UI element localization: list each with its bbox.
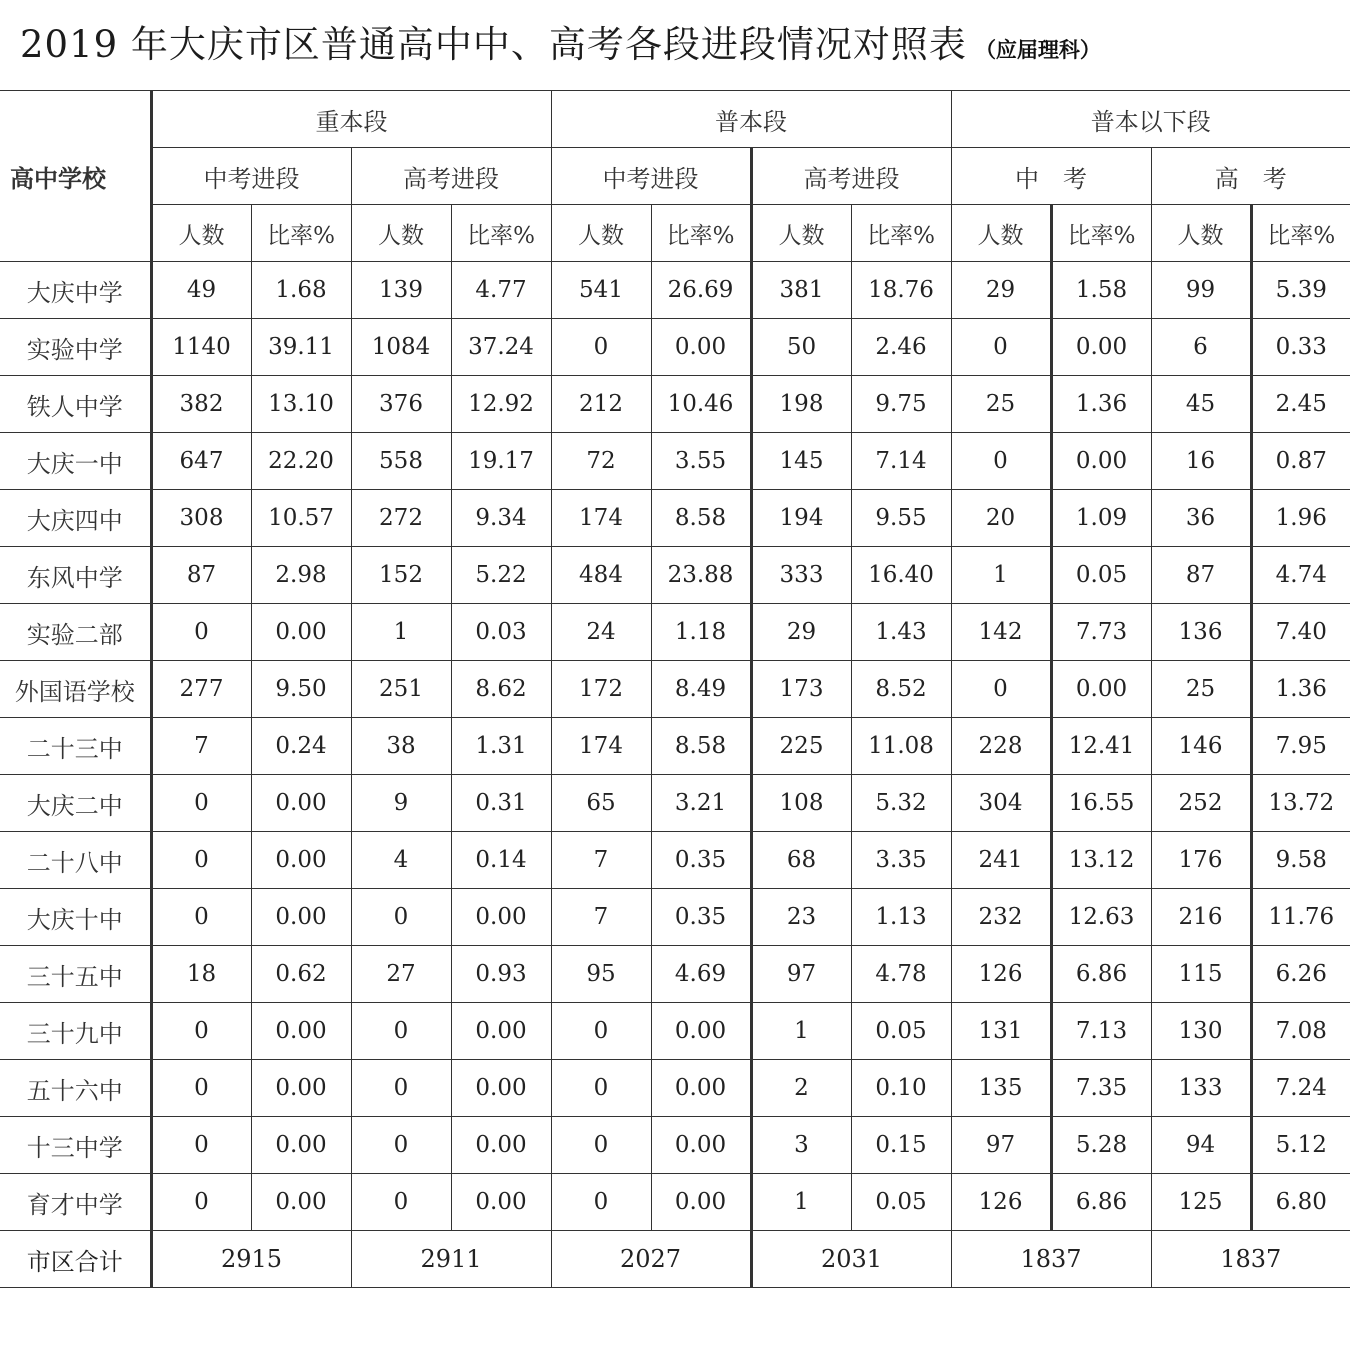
count-cell: 541 <box>551 262 651 319</box>
count-cell: 0 <box>551 1003 651 1060</box>
rate-cell: 1.18 <box>651 604 751 661</box>
rate-cell: 0.00 <box>451 1060 551 1117</box>
rate-cell: 4.78 <box>851 946 951 1003</box>
rate-cell: 0.93 <box>451 946 551 1003</box>
school-name: 二十八中 <box>0 832 151 889</box>
count-cell: 27 <box>351 946 451 1003</box>
school-name: 大庆二中 <box>0 775 151 832</box>
rate-cell: 1.36 <box>1051 376 1151 433</box>
count-cell: 0 <box>151 775 251 832</box>
rate-cell: 0.00 <box>451 889 551 946</box>
count-cell: 126 <box>951 1174 1051 1231</box>
school-name: 大庆十中 <box>0 889 151 946</box>
count-cell: 304 <box>951 775 1051 832</box>
subgroup-header: 高考进段 <box>751 148 951 205</box>
count-cell: 0 <box>951 661 1051 718</box>
count-cell: 0 <box>551 1174 651 1231</box>
table-row <box>0 490 1350 547</box>
count-cell: 126 <box>951 946 1051 1003</box>
column-header: 比率% <box>1251 205 1350 262</box>
column-header: 人数 <box>151 205 251 262</box>
count-cell: 0 <box>351 889 451 946</box>
count-cell: 145 <box>751 433 851 490</box>
rate-cell: 7.95 <box>1251 718 1350 775</box>
count-cell: 241 <box>951 832 1051 889</box>
count-cell: 484 <box>551 547 651 604</box>
rate-cell: 1.68 <box>251 262 351 319</box>
count-cell: 198 <box>751 376 851 433</box>
rate-cell: 0.05 <box>851 1174 951 1231</box>
rate-cell: 0.00 <box>251 775 351 832</box>
count-cell: 4 <box>351 832 451 889</box>
rate-cell: 0.33 <box>1251 319 1350 376</box>
count-cell: 108 <box>751 775 851 832</box>
count-cell: 0 <box>551 319 651 376</box>
page-title <box>20 14 1101 64</box>
count-cell: 9 <box>351 775 451 832</box>
total-row <box>0 1231 1350 1288</box>
table-row <box>0 718 1350 775</box>
group-header: 重本段 <box>151 91 551 148</box>
count-cell: 0 <box>151 1060 251 1117</box>
rate-cell: 6.26 <box>1251 946 1350 1003</box>
rate-cell: 0.24 <box>251 718 351 775</box>
count-cell: 45 <box>1151 376 1251 433</box>
count-cell: 232 <box>951 889 1051 946</box>
count-cell: 7 <box>551 832 651 889</box>
rate-cell: 2.98 <box>251 547 351 604</box>
column-header: 比率% <box>651 205 751 262</box>
count-cell: 0 <box>551 1060 651 1117</box>
column-header: 比率% <box>251 205 351 262</box>
total-value: 1837 <box>1151 1231 1350 1288</box>
subgroup-header: 中 考 <box>951 148 1151 205</box>
school-name: 大庆四中 <box>0 490 151 547</box>
rate-cell: 10.57 <box>251 490 351 547</box>
count-cell: 1 <box>951 547 1051 604</box>
count-cell: 29 <box>951 262 1051 319</box>
column-header: 人数 <box>551 205 651 262</box>
rate-cell: 22.20 <box>251 433 351 490</box>
count-cell: 20 <box>951 490 1051 547</box>
count-cell: 95 <box>551 946 651 1003</box>
rate-cell: 0.00 <box>1051 433 1151 490</box>
rate-cell: 7.73 <box>1051 604 1151 661</box>
count-cell: 25 <box>951 376 1051 433</box>
rate-cell: 12.92 <box>451 376 551 433</box>
table-row <box>0 547 1350 604</box>
rate-cell: 2.46 <box>851 319 951 376</box>
rate-cell: 0.15 <box>851 1117 951 1174</box>
count-cell: 131 <box>951 1003 1051 1060</box>
rate-cell: 0.00 <box>251 889 351 946</box>
rate-cell: 8.49 <box>651 661 751 718</box>
rate-cell: 0.00 <box>451 1003 551 1060</box>
rate-cell: 7.24 <box>1251 1060 1350 1117</box>
school-name: 实验中学 <box>0 319 151 376</box>
table-row <box>0 661 1350 718</box>
count-cell: 2 <box>751 1060 851 1117</box>
count-cell: 16 <box>1151 433 1251 490</box>
count-cell: 7 <box>151 718 251 775</box>
rate-cell: 1.96 <box>1251 490 1350 547</box>
count-cell: 135 <box>951 1060 1051 1117</box>
group-header: 普本以下段 <box>951 91 1350 148</box>
rate-cell: 16.40 <box>851 547 951 604</box>
count-cell: 1 <box>751 1003 851 1060</box>
column-header: 人数 <box>351 205 451 262</box>
rate-cell: 8.62 <box>451 661 551 718</box>
rate-cell: 0.00 <box>651 1174 751 1231</box>
count-cell: 0 <box>551 1117 651 1174</box>
count-cell: 36 <box>1151 490 1251 547</box>
total-value: 2911 <box>351 1231 551 1288</box>
rate-cell: 0.05 <box>851 1003 951 1060</box>
table-row <box>0 946 1350 1003</box>
school-name: 二十三中 <box>0 718 151 775</box>
count-cell: 0 <box>151 832 251 889</box>
rate-cell: 13.72 <box>1251 775 1350 832</box>
rate-cell: 11.76 <box>1251 889 1350 946</box>
rate-cell: 0.00 <box>1051 319 1151 376</box>
subgroup-header: 高考进段 <box>351 148 551 205</box>
rate-cell: 1.43 <box>851 604 951 661</box>
rate-cell: 6.80 <box>1251 1174 1350 1231</box>
rate-cell: 1.36 <box>1251 661 1350 718</box>
rate-cell: 8.52 <box>851 661 951 718</box>
school-name: 铁人中学 <box>0 376 151 433</box>
table-row <box>0 262 1350 319</box>
count-cell: 212 <box>551 376 651 433</box>
count-cell: 1084 <box>351 319 451 376</box>
rate-cell: 16.55 <box>1051 775 1151 832</box>
rate-cell: 0.00 <box>251 604 351 661</box>
total-value: 2915 <box>151 1231 351 1288</box>
rate-cell: 0.10 <box>851 1060 951 1117</box>
count-cell: 176 <box>1151 832 1251 889</box>
rate-cell: 19.17 <box>451 433 551 490</box>
school-name: 三十九中 <box>0 1003 151 1060</box>
rate-cell: 2.45 <box>1251 376 1350 433</box>
count-cell: 146 <box>1151 718 1251 775</box>
title-note: （应届理科） <box>974 38 1101 62</box>
rate-cell: 37.24 <box>451 319 551 376</box>
rate-cell: 5.12 <box>1251 1117 1350 1174</box>
table-row <box>0 832 1350 889</box>
count-cell: 97 <box>951 1117 1051 1174</box>
rate-cell: 23.88 <box>651 547 751 604</box>
count-cell: 0 <box>351 1174 451 1231</box>
school-name: 实验二部 <box>0 604 151 661</box>
count-cell: 172 <box>551 661 651 718</box>
rate-cell: 5.39 <box>1251 262 1350 319</box>
count-cell: 174 <box>551 490 651 547</box>
count-cell: 7 <box>551 889 651 946</box>
rate-cell: 0.35 <box>651 889 751 946</box>
count-cell: 115 <box>1151 946 1251 1003</box>
count-cell: 3 <box>751 1117 851 1174</box>
rate-cell: 39.11 <box>251 319 351 376</box>
rate-cell: 1.13 <box>851 889 951 946</box>
rate-cell: 0.14 <box>451 832 551 889</box>
column-header: 比率% <box>1051 205 1151 262</box>
rate-cell: 12.63 <box>1051 889 1151 946</box>
rate-cell: 0.00 <box>251 1174 351 1231</box>
total-label: 市区合计 <box>0 1231 151 1288</box>
table-row <box>0 433 1350 490</box>
column-header: 人数 <box>1151 205 1251 262</box>
rate-cell: 0.00 <box>251 1117 351 1174</box>
table-row <box>0 1003 1350 1060</box>
table-row <box>0 889 1350 946</box>
rate-cell: 0.00 <box>451 1174 551 1231</box>
rate-cell: 7.40 <box>1251 604 1350 661</box>
count-cell: 0 <box>351 1117 451 1174</box>
rate-cell: 0.03 <box>451 604 551 661</box>
table-row <box>0 1174 1350 1231</box>
count-cell: 228 <box>951 718 1051 775</box>
header-row-groups <box>0 91 1350 148</box>
rate-cell: 0.05 <box>1051 547 1151 604</box>
count-cell: 194 <box>751 490 851 547</box>
count-cell: 87 <box>151 547 251 604</box>
count-cell: 225 <box>751 718 851 775</box>
rate-cell: 0.35 <box>651 832 751 889</box>
count-cell: 647 <box>151 433 251 490</box>
rate-cell: 3.21 <box>651 775 751 832</box>
count-cell: 251 <box>351 661 451 718</box>
count-cell: 50 <box>751 319 851 376</box>
rate-cell: 8.58 <box>651 490 751 547</box>
rate-cell: 7.14 <box>851 433 951 490</box>
rate-cell: 10.46 <box>651 376 751 433</box>
table-row <box>0 604 1350 661</box>
count-cell: 25 <box>1151 661 1251 718</box>
rate-cell: 1.09 <box>1051 490 1151 547</box>
table-row <box>0 376 1350 433</box>
count-cell: 277 <box>151 661 251 718</box>
table-row <box>0 1117 1350 1174</box>
column-header: 比率% <box>851 205 951 262</box>
rate-cell: 0.00 <box>651 1060 751 1117</box>
rate-cell: 5.28 <box>1051 1117 1151 1174</box>
count-cell: 382 <box>151 376 251 433</box>
title-main: 2019 年大庆市区普通高中中、高考各段进段情况对照表 <box>20 23 967 66</box>
comparison-table <box>0 90 1350 1288</box>
rate-cell: 0.31 <box>451 775 551 832</box>
table-row <box>0 319 1350 376</box>
count-cell: 49 <box>151 262 251 319</box>
count-cell: 1140 <box>151 319 251 376</box>
school-name: 大庆一中 <box>0 433 151 490</box>
header-row-columns <box>0 205 1350 262</box>
subgroup-header: 中考进段 <box>551 148 751 205</box>
rate-cell: 0.87 <box>1251 433 1350 490</box>
total-value: 2031 <box>751 1231 951 1288</box>
rate-cell: 3.55 <box>651 433 751 490</box>
corner-label: 高中学校 <box>0 91 151 262</box>
count-cell: 99 <box>1151 262 1251 319</box>
group-header: 普本段 <box>551 91 951 148</box>
school-name: 三十五中 <box>0 946 151 1003</box>
rate-cell: 7.08 <box>1251 1003 1350 1060</box>
subgroup-header: 中考进段 <box>151 148 351 205</box>
count-cell: 24 <box>551 604 651 661</box>
column-header: 比率% <box>451 205 551 262</box>
count-cell: 252 <box>1151 775 1251 832</box>
count-cell: 38 <box>351 718 451 775</box>
rate-cell: 26.69 <box>651 262 751 319</box>
count-cell: 142 <box>951 604 1051 661</box>
count-cell: 381 <box>751 262 851 319</box>
count-cell: 333 <box>751 547 851 604</box>
rate-cell: 7.35 <box>1051 1060 1151 1117</box>
subgroup-header: 高 考 <box>1151 148 1350 205</box>
rate-cell: 6.86 <box>1051 946 1151 1003</box>
rate-cell: 9.55 <box>851 490 951 547</box>
count-cell: 1 <box>351 604 451 661</box>
rate-cell: 6.86 <box>1051 1174 1151 1231</box>
count-cell: 0 <box>151 604 251 661</box>
count-cell: 29 <box>751 604 851 661</box>
rate-cell: 9.75 <box>851 376 951 433</box>
count-cell: 1 <box>751 1174 851 1231</box>
count-cell: 65 <box>551 775 651 832</box>
rate-cell: 4.77 <box>451 262 551 319</box>
school-name: 大庆中学 <box>0 262 151 319</box>
rate-cell: 13.12 <box>1051 832 1151 889</box>
count-cell: 136 <box>1151 604 1251 661</box>
rate-cell: 0.00 <box>1051 661 1151 718</box>
total-value: 2027 <box>551 1231 751 1288</box>
rate-cell: 13.10 <box>251 376 351 433</box>
rate-cell: 18.76 <box>851 262 951 319</box>
rate-cell: 4.74 <box>1251 547 1350 604</box>
count-cell: 0 <box>151 1003 251 1060</box>
count-cell: 0 <box>151 889 251 946</box>
column-header: 人数 <box>951 205 1051 262</box>
count-cell: 0 <box>951 319 1051 376</box>
rate-cell: 0.00 <box>251 832 351 889</box>
total-value: 1837 <box>951 1231 1151 1288</box>
count-cell: 87 <box>1151 547 1251 604</box>
school-name: 育才中学 <box>0 1174 151 1231</box>
count-cell: 376 <box>351 376 451 433</box>
count-cell: 72 <box>551 433 651 490</box>
school-name: 东风中学 <box>0 547 151 604</box>
count-cell: 174 <box>551 718 651 775</box>
count-cell: 125 <box>1151 1174 1251 1231</box>
rate-cell: 11.08 <box>851 718 951 775</box>
count-cell: 0 <box>151 1117 251 1174</box>
rate-cell: 0.00 <box>651 1003 751 1060</box>
count-cell: 0 <box>351 1060 451 1117</box>
table-row <box>0 775 1350 832</box>
rate-cell: 5.22 <box>451 547 551 604</box>
count-cell: 0 <box>151 1174 251 1231</box>
count-cell: 6 <box>1151 319 1251 376</box>
count-cell: 308 <box>151 490 251 547</box>
rate-cell: 1.58 <box>1051 262 1151 319</box>
rate-cell: 3.35 <box>851 832 951 889</box>
count-cell: 216 <box>1151 889 1251 946</box>
count-cell: 94 <box>1151 1117 1251 1174</box>
count-cell: 0 <box>351 1003 451 1060</box>
rate-cell: 12.41 <box>1051 718 1151 775</box>
count-cell: 18 <box>151 946 251 1003</box>
rate-cell: 0.00 <box>651 1117 751 1174</box>
count-cell: 130 <box>1151 1003 1251 1060</box>
school-name: 外国语学校 <box>0 661 151 718</box>
table-row <box>0 1060 1350 1117</box>
rate-cell: 7.13 <box>1051 1003 1151 1060</box>
count-cell: 272 <box>351 490 451 547</box>
count-cell: 97 <box>751 946 851 1003</box>
rate-cell: 8.58 <box>651 718 751 775</box>
count-cell: 173 <box>751 661 851 718</box>
count-cell: 23 <box>751 889 851 946</box>
rate-cell: 0.00 <box>451 1117 551 1174</box>
header-row-subgroups <box>0 148 1350 205</box>
rate-cell: 4.69 <box>651 946 751 1003</box>
rate-cell: 9.34 <box>451 490 551 547</box>
rate-cell: 0.00 <box>651 319 751 376</box>
rate-cell: 9.58 <box>1251 832 1350 889</box>
school-name: 五十六中 <box>0 1060 151 1117</box>
rate-cell: 0.00 <box>251 1003 351 1060</box>
rate-cell: 0.62 <box>251 946 351 1003</box>
rate-cell: 1.31 <box>451 718 551 775</box>
school-name: 十三中学 <box>0 1117 151 1174</box>
rate-cell: 9.50 <box>251 661 351 718</box>
rate-cell: 5.32 <box>851 775 951 832</box>
count-cell: 558 <box>351 433 451 490</box>
count-cell: 0 <box>951 433 1051 490</box>
count-cell: 139 <box>351 262 451 319</box>
count-cell: 152 <box>351 547 451 604</box>
count-cell: 133 <box>1151 1060 1251 1117</box>
count-cell: 68 <box>751 832 851 889</box>
column-header: 人数 <box>751 205 851 262</box>
rate-cell: 0.00 <box>251 1060 351 1117</box>
